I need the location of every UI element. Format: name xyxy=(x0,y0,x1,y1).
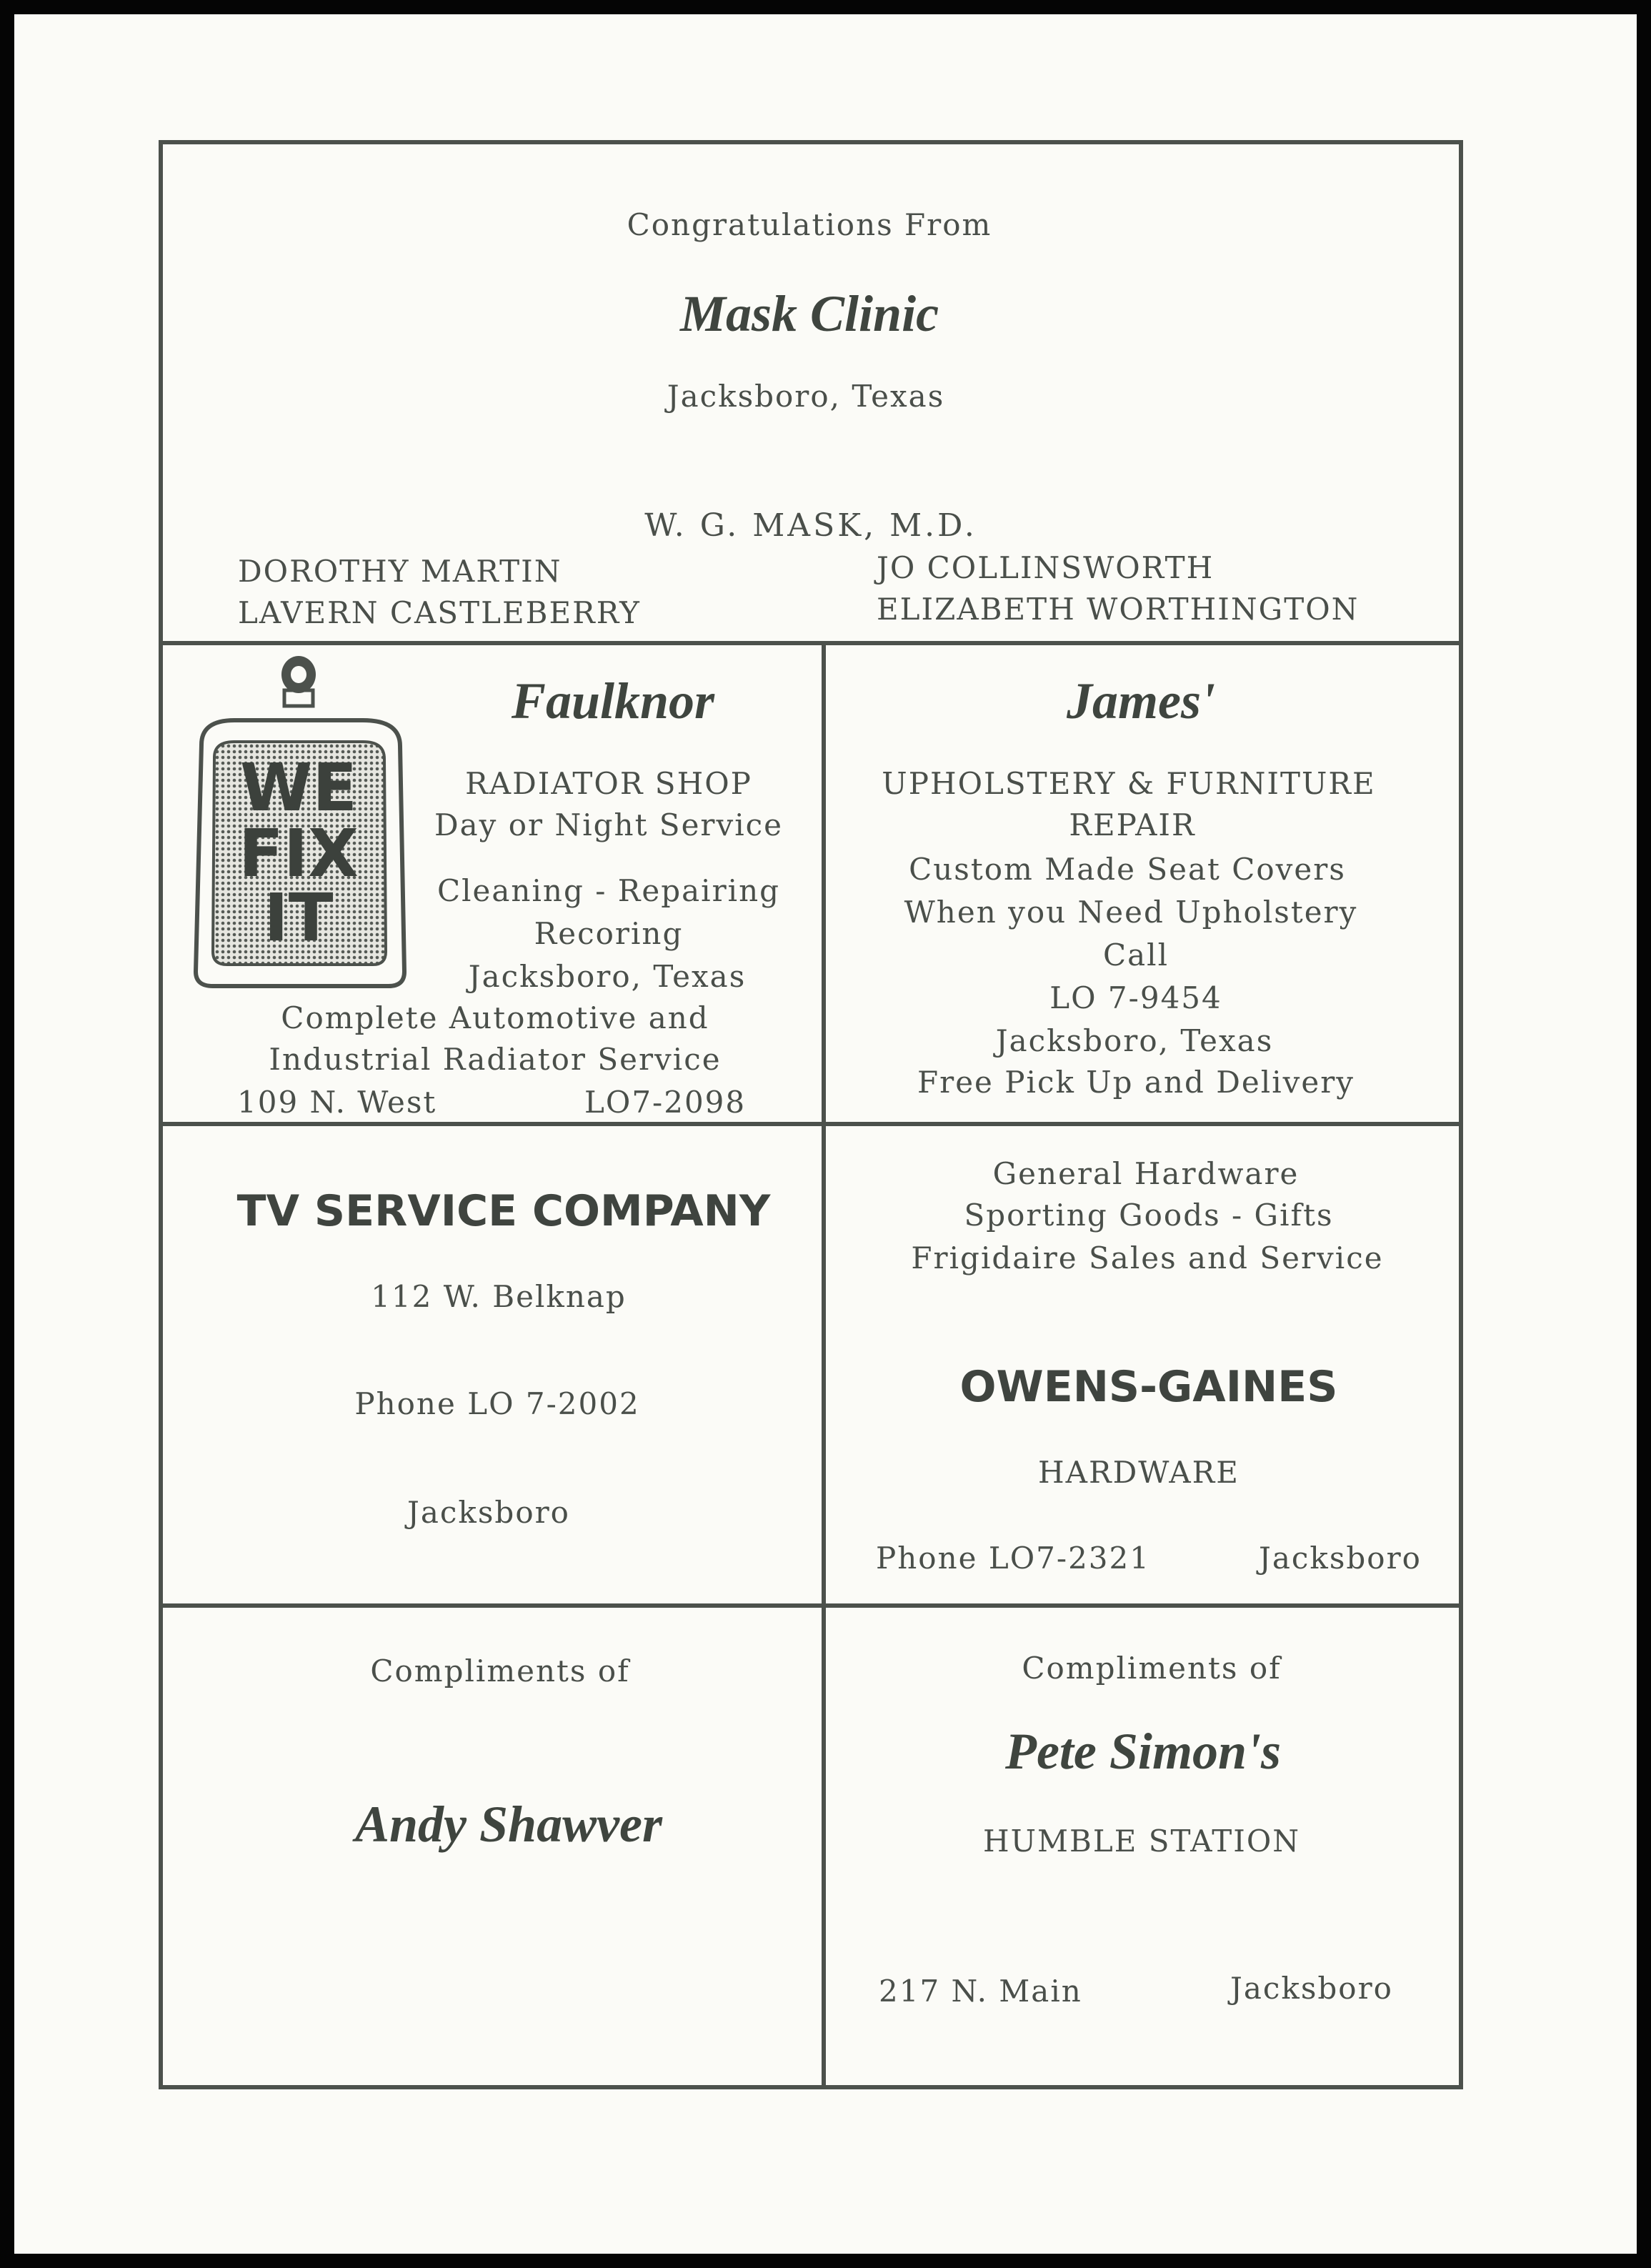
james-line-6: LO 7-9454 xyxy=(1049,980,1222,1015)
andy-name: Andy Shawver xyxy=(354,1796,663,1853)
faulknor-line-1: RADIATOR SHOP xyxy=(465,766,752,801)
mask-clinic-staff-4: ELIZABETH WORTHINGTON xyxy=(877,592,1360,627)
faulknor-line-5: Jacksboro, Texas xyxy=(468,959,747,994)
logo-text-it: IT xyxy=(264,880,334,956)
james-line-7: Jacksboro, Texas xyxy=(995,1023,1274,1058)
owens-gaines-city: Jacksboro xyxy=(1259,1541,1422,1576)
mask-clinic-intro: Congratulations From xyxy=(627,207,992,242)
james-name: James' xyxy=(1067,672,1215,730)
faulknor-name: Faulknor xyxy=(511,672,715,730)
logo-text-fix: FIX xyxy=(238,815,359,892)
mask-clinic-name: Mask Clinic xyxy=(679,285,939,342)
faulknor-line-7: Industrial Radiator Service xyxy=(269,1042,722,1077)
tv-service-phone: Phone LO 7-2002 xyxy=(354,1386,640,1421)
mask-clinic-doctor: W. G. MASK, M.D. xyxy=(644,507,977,544)
faulknor-line-4: Recoring xyxy=(534,916,684,951)
divider-column xyxy=(822,643,826,2087)
pete-simon-name: Pete Simon's xyxy=(1004,1723,1282,1780)
pete-simon-address: 217 N. Main xyxy=(879,1974,1082,2009)
pete-simon-city: Jacksboro xyxy=(1230,1971,1393,2006)
owens-gaines-line-1: General Hardware xyxy=(992,1156,1300,1191)
faulknor-address: 109 N. West xyxy=(237,1085,437,1120)
owens-gaines-phone: Phone LO7-2321 xyxy=(876,1541,1150,1576)
tv-service-name: TV SERVICE COMPANY xyxy=(236,1186,771,1236)
tv-service-address: 112 W. Belknap xyxy=(371,1279,627,1314)
faulknor-line-6: Complete Automotive and xyxy=(281,1000,709,1035)
pete-simon-subtitle: HUMBLE STATION xyxy=(982,1824,1301,1859)
james-line-2: REPAIR xyxy=(1069,807,1196,842)
mask-clinic-location: Jacksboro, Texas xyxy=(667,379,945,414)
owens-gaines-name: OWENS-GAINES xyxy=(959,1362,1338,1412)
james-line-8: Free Pick Up and Delivery xyxy=(917,1065,1355,1100)
james-line-3: Custom Made Seat Covers xyxy=(909,852,1346,887)
james-line-1: UPHOLSTERY & FURNITURE xyxy=(882,766,1376,801)
pete-simon-intro: Compliments of xyxy=(1022,1651,1282,1686)
mask-clinic-staff-3: JO COLLINSWORTH xyxy=(877,550,1214,585)
faulknor-phone: LO7-2098 xyxy=(584,1085,747,1120)
owens-gaines-line-3: Frigidaire Sales and Service xyxy=(911,1240,1384,1275)
divider-row-1 xyxy=(163,641,1460,645)
owens-gaines-subtitle: HARDWARE xyxy=(1038,1455,1240,1490)
james-line-4: When you Need Upholstery xyxy=(904,895,1358,930)
mask-clinic-staff-1: DOROTHY MARTIN xyxy=(238,554,562,589)
owens-gaines-line-2: Sporting Goods - Gifts xyxy=(964,1198,1334,1233)
radiator-logo-icon xyxy=(191,652,413,995)
andy-intro: Compliments of xyxy=(370,1653,630,1688)
mask-clinic-staff-2: LAVERN CASTLEBERRY xyxy=(238,595,641,630)
james-line-5: Call xyxy=(1102,937,1169,973)
divider-row-3 xyxy=(163,1603,1460,1608)
faulknor-line-2: Day or Night Service xyxy=(434,807,784,842)
faulknor-line-3: Cleaning - Repairing xyxy=(437,873,781,908)
logo-text-we: WE xyxy=(239,750,358,826)
tv-service-city: Jacksboro xyxy=(407,1495,570,1530)
divider-row-2 xyxy=(163,1122,1460,1126)
